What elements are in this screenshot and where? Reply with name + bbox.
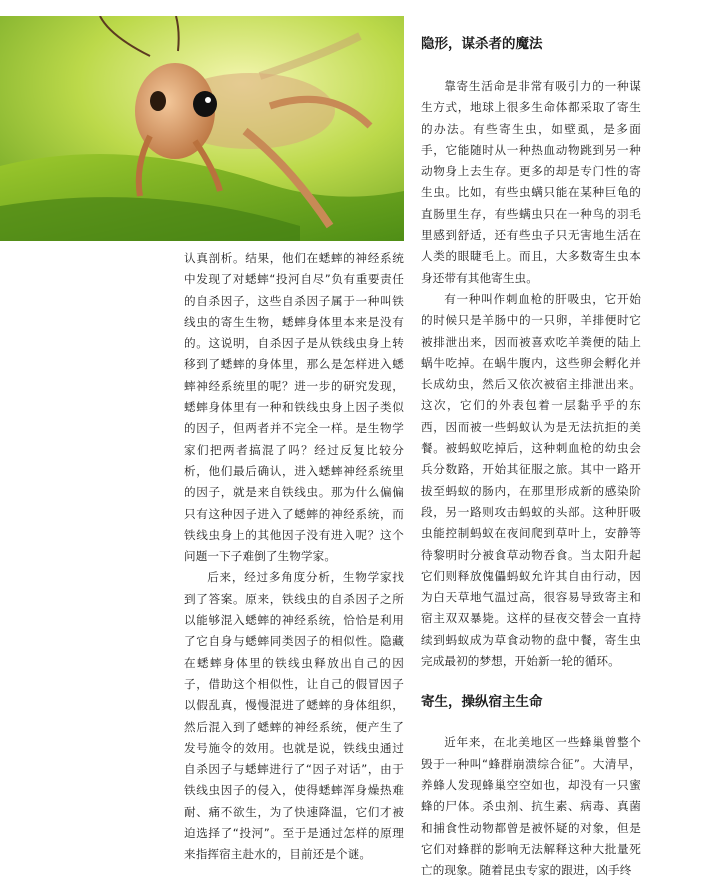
right-paragraph-2: 有一种叫作刺血枪的肝吸虫，它开始的时候只是羊肠中的一只卵，羊排便时它被排泄出来，因而被喜欢吃羊粪便的陆上蜗牛吃掉。在蜗牛腹内，这些卵会孵化并长成幼虫，然后又依次被宿主排泄出来。这次，它们的外表包着一层黏乎乎的东西，因而被一些蚂蚁认为是无法抗拒的美餐。被蚂蚁吃掉后，这种刺血枪的幼虫会兵分数路，开始其征服之旅。其中一路开拔至蚂蚁的肠内，在那里形成新的感染阶段，另一路则攻击蚂蚁的头部。这种肝吸虫能控制蚂蚁在夜间爬到草叶上，安静等待黎明时分被食草动物吞食。当太阳升起它们则释放傀儡蚂蚁允许其自由行动，因为白天草地气温过高，很容易导致寄主和宿主双双暴毙。这样的昼夜交替会一直持续到蚂蚁成为草食动物的盘中餐，寄生虫完成最初的梦想，开始新一轮的循环。	[421, 291, 641, 669]
section-heading-1: 隐形，谋杀者的魔法	[421, 36, 543, 52]
left-text-column	[184, 248, 404, 866]
cricket-illustration	[0, 16, 404, 241]
left-paragraph-1: 认真剖析。结果，他们在蟋蟀的神经系统中发现了对蟋蟀“投河自尽”负有重要责任的自杀因子，这些自杀因子属于一种叫铁线虫的寄生生物，蟋蟀身体里本来是没有的。这说明，自杀因子是从铁线虫身上转移到了蟋蟀的身体里，那么是怎样进入蟋蟀神经系统里的呢？进一步的研究发现，蟋蟀身体里有一种和铁线虫身上因子类似的因子，但两者并不完全一样。是生物学家们把两者搞混了吗？经过反复比较分析，他们最后确认，进入蟋蟀神经系统里的因子，就是来自铁线虫。那为什么偏偏只有这种因子进入了蟋蟀的神经系统，而铁线虫身上的其他因子没有进入呢？这个问题一下子难倒了生物学家。	[184, 251, 404, 564]
right-text-column	[421, 30, 641, 881]
right-paragraph-3: 近年来，在北美地区一些蜂巢曾整个毁于一种叫“蜂群崩溃综合征”。大清早，养蜂人发现蜂巢空空如也，却没有一只蜜蜂的尸体。杀虫剂、抗生素、病毒、真菌和捕食性动物都曾是被怀疑的对象，但是它们对蜂群的影响无法解释这种大批量死亡的现象。随着昆虫专家的跟进，凶手终	[421, 735, 641, 878]
left-paragraph-2: 后来，经过多角度分析，生物学家找到了答案。原来，铁线虫的自杀因子之所以能够混入蟋蟀的神经系统，恰恰是利用了它自身与蟋蟀同类因子的相似性。隐藏在蟋蟀身体里的铁线虫释放出自己的因子，借助这个相似性，让自己的假冒因子以假乱真，慢慢混进了蟋蟀的身体组织，然后混入到了蟋蟀的神经系统，便产生了发号施令的效用。也就是说，铁线虫通过自杀因子与蟋蟀进行了“因子对话”，由于铁线虫因子的侵入，使得蟋蟀浑身燥热难耐、痛不欲生，为了快速降温，它们才被迫选择了“投河”。至于是通过怎样的原理来指挥宿主赴水的，目前还是个谜。	[184, 570, 404, 862]
section-heading-2: 寄生，操纵宿主生命	[421, 694, 543, 711]
right-paragraph-1: 靠寄生活命是非常有吸引力的一种谋生方式，地球上很多生命体都采取了寄生的办法。有些寄生虫，如壁虱，是多面手，它能随时从一种热血动物跳到另一种动物身上去生存。更多的却是专门性的寄生虫。比如，有些虫螨只能在某种巨龟的直肠里生存，有些螨虫只在一种鸟的羽毛里感到舒适，还有些虫子只无害地生活在人类的眼睫毛上。而且，大多数寄生虫本身还带有其他寄生虫。	[421, 79, 641, 285]
cricket-photo	[0, 16, 404, 241]
